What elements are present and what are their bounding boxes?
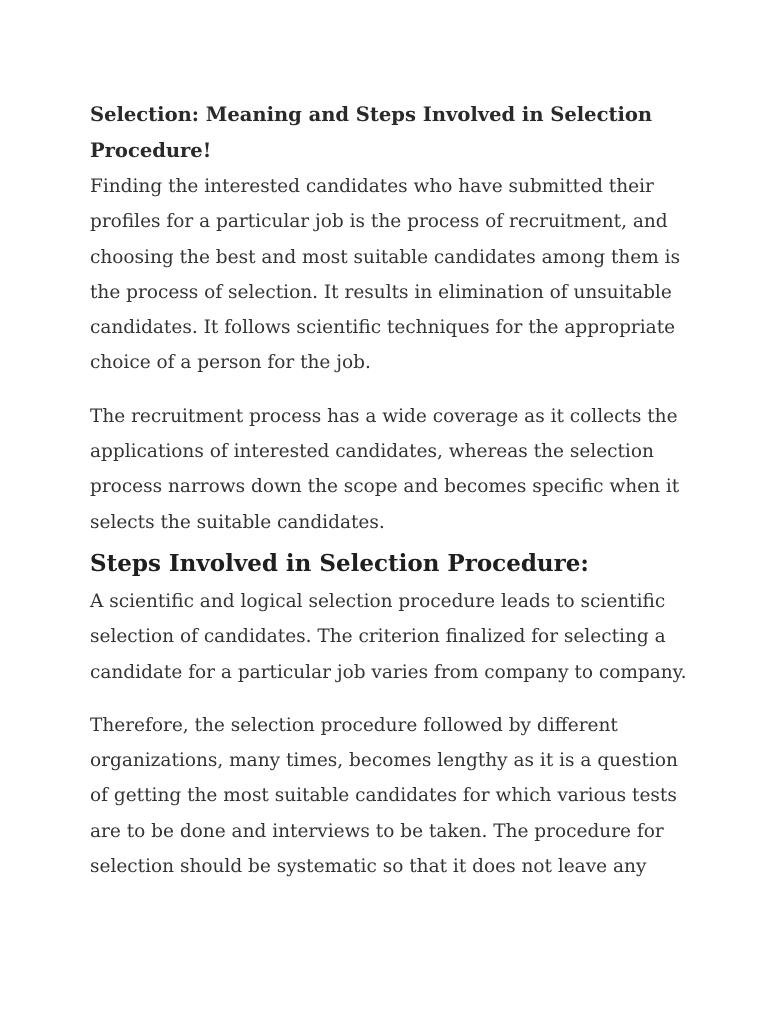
intro-paragraph-2: The recruitment process has a wide coverage as it collects the applications of interested candidates, whereas the selection process narrows down the scope and becomes specific when it selects the suitable candidates.	[90, 405, 680, 533]
section-paragraph-2: Therefore, the selection procedure followed by different organizations, many times, becomes lengthy as it is a question of getting the most suitable candidates for which various tests are to be done and interviews to be taken. The procedure for selection should be systematic so that it does not leave any	[90, 714, 678, 878]
intro-paragraph-1: Finding the interested candidates who have submitted their profiles for a particular job is the process of recruitment, and choosing the best and most suitable candidates among them is the process of selection. It results in elimination of unsuitable candidates. It follows scientific techniques for the appropriate choice of a person for the job.	[90, 176, 681, 374]
section-heading: Steps Involved in Selection Procedure:	[90, 549, 589, 577]
section-paragraph-1: A scientific and logical selection procedure leads to scientific selection of candidates. The criterion finalized for selecting a candidate for a particular job varies from company to company.	[90, 590, 687, 683]
document-title: Selection: Meaning and Steps Involved in Selection Procedure!	[90, 103, 653, 162]
document-page	[90, 97, 690, 884]
